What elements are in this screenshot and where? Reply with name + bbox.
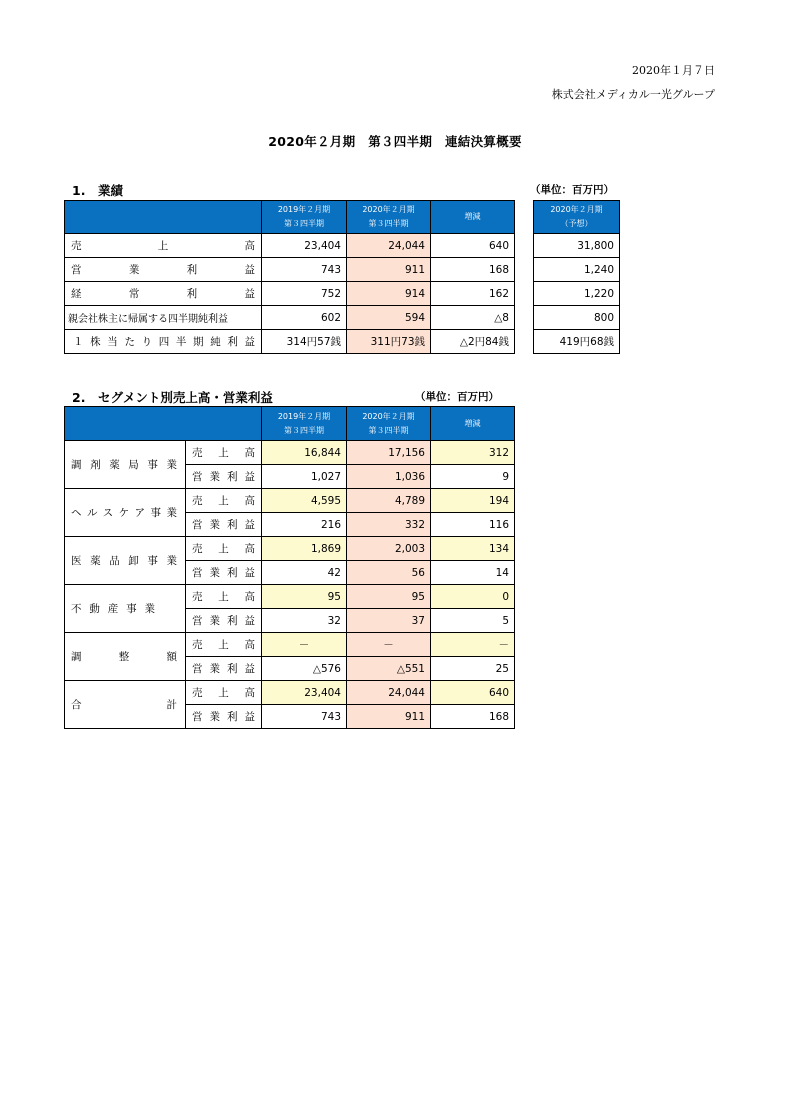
- diff-value: 0: [431, 585, 515, 609]
- segment-table: [64, 406, 515, 729]
- prev-value: 4,595: [262, 489, 347, 513]
- segment-name: 合 計: [65, 681, 186, 729]
- results-header-row: [65, 201, 515, 234]
- segment-sales-row: [65, 441, 515, 465]
- prev-value: 42: [262, 561, 347, 585]
- header-diff: 増減: [431, 407, 515, 441]
- diff-value: △2円84銭: [431, 330, 515, 354]
- diff-value: 640: [431, 681, 515, 705]
- section1-unit: （単位：百万円）: [530, 184, 614, 196]
- row-label: １株当たり四半期純利益: [65, 330, 262, 354]
- op-label: 営業利益: [186, 705, 262, 729]
- op-label: 営業利益: [186, 561, 262, 585]
- diff-value: 162: [431, 282, 515, 306]
- segment-name: ヘルスケア事業: [65, 489, 186, 537]
- op-label: 営業利益: [186, 609, 262, 633]
- header-prev-period: 2019年２月期 第３四半期: [262, 201, 347, 234]
- curr-value: △551: [347, 657, 431, 681]
- results-table: [64, 200, 515, 354]
- document-date: 2020年１月７日: [632, 64, 715, 77]
- header-prev-period: 2019年２月期 第３四半期: [262, 407, 347, 441]
- diff-value: 312: [431, 441, 515, 465]
- diff-value: 116: [431, 513, 515, 537]
- curr-value: 594: [347, 306, 431, 330]
- section1-title: 1. 業績: [72, 183, 123, 198]
- prev-value: 216: [262, 513, 347, 537]
- table-row: [65, 234, 515, 258]
- table-row: [65, 330, 515, 354]
- sales-label: 売 上 高: [186, 441, 262, 465]
- prev-value: 602: [262, 306, 347, 330]
- op-label: 営業利益: [186, 657, 262, 681]
- row-label: 売 上 高: [65, 234, 262, 258]
- header-curr-period: 2020年２月期 第３四半期: [347, 201, 431, 234]
- sales-label: 売 上 高: [186, 585, 262, 609]
- curr-value: 24,044: [347, 234, 431, 258]
- curr-value: 37: [347, 609, 431, 633]
- segment-header-row: [65, 407, 515, 441]
- header-diff: 増減: [431, 201, 515, 234]
- prev-value: 23,404: [262, 234, 347, 258]
- prev-value: 1,027: [262, 465, 347, 489]
- forecast-value: 1,240: [534, 258, 620, 282]
- sales-label: 売 上 高: [186, 489, 262, 513]
- diff-value: 25: [431, 657, 515, 681]
- curr-value: 2,003: [347, 537, 431, 561]
- prev-value: 1,869: [262, 537, 347, 561]
- company-name: 株式会社メディカル一光グループ: [551, 88, 715, 101]
- curr-value: 4,789: [347, 489, 431, 513]
- sales-label: 売 上 高: [186, 633, 262, 657]
- prev-value: －: [262, 633, 347, 657]
- section2-title: 2. セグメント別売上高・営業利益: [72, 390, 273, 405]
- header-blank: [65, 201, 262, 234]
- segment-name: 調剤薬局事業: [65, 441, 186, 489]
- sales-label: 売 上 高: [186, 537, 262, 561]
- segment-name: 不動産事業: [65, 585, 186, 633]
- forecast-table: [533, 200, 620, 354]
- curr-value: －: [347, 633, 431, 657]
- table-row: [65, 306, 515, 330]
- sales-label: 売 上 高: [186, 681, 262, 705]
- prev-value: 743: [262, 258, 347, 282]
- forecast-value: 419円68銭: [534, 330, 620, 354]
- op-label: 営業利益: [186, 465, 262, 489]
- curr-value: 311円73銭: [347, 330, 431, 354]
- curr-value: 1,036: [347, 465, 431, 489]
- segment-sales-row: [65, 489, 515, 513]
- prev-value: 23,404: [262, 681, 347, 705]
- prev-value: △576: [262, 657, 347, 681]
- prev-value: 743: [262, 705, 347, 729]
- curr-value: 911: [347, 258, 431, 282]
- curr-value: 56: [347, 561, 431, 585]
- row-label: 経 常 利 益: [65, 282, 262, 306]
- prev-value: 95: [262, 585, 347, 609]
- diff-value: 5: [431, 609, 515, 633]
- prev-value: 16,844: [262, 441, 347, 465]
- segment-sales-row: [65, 585, 515, 609]
- op-label: 営業利益: [186, 513, 262, 537]
- table-row: [65, 282, 515, 306]
- curr-value: 17,156: [347, 441, 431, 465]
- forecast-value: 800: [534, 306, 620, 330]
- curr-value: 95: [347, 585, 431, 609]
- page-title: 2020年２月期 第３四半期 連結決算概要: [268, 134, 522, 149]
- section2-unit: （単位：百万円）: [415, 391, 499, 403]
- row-label: 親会社株主に帰属する四半期純利益: [65, 306, 262, 330]
- segment-sales-row: [65, 681, 515, 705]
- table-row: [65, 258, 515, 282]
- diff-value: 134: [431, 537, 515, 561]
- diff-value: 14: [431, 561, 515, 585]
- header-blank: [65, 407, 262, 441]
- diff-value: △8: [431, 306, 515, 330]
- segment-sales-row: [65, 537, 515, 561]
- curr-value: 914: [347, 282, 431, 306]
- prev-value: 752: [262, 282, 347, 306]
- diff-value: 168: [431, 258, 515, 282]
- diff-value: 168: [431, 705, 515, 729]
- curr-value: 911: [347, 705, 431, 729]
- diff-value: 640: [431, 234, 515, 258]
- segment-name: 医薬品卸事業: [65, 537, 186, 585]
- curr-value: 332: [347, 513, 431, 537]
- header-forecast: 2020年２月期 （予想）: [534, 201, 620, 234]
- diff-value: 9: [431, 465, 515, 489]
- diff-value: 194: [431, 489, 515, 513]
- row-label: 営 業 利 益: [65, 258, 262, 282]
- segment-name: 調 整 額: [65, 633, 186, 681]
- diff-value: －: [431, 633, 515, 657]
- header-curr-period: 2020年２月期 第３四半期: [347, 407, 431, 441]
- prev-value: 32: [262, 609, 347, 633]
- forecast-value: 31,800: [534, 234, 620, 258]
- segment-sales-row: [65, 633, 515, 657]
- curr-value: 24,044: [347, 681, 431, 705]
- forecast-value: 1,220: [534, 282, 620, 306]
- prev-value: 314円57銭: [262, 330, 347, 354]
